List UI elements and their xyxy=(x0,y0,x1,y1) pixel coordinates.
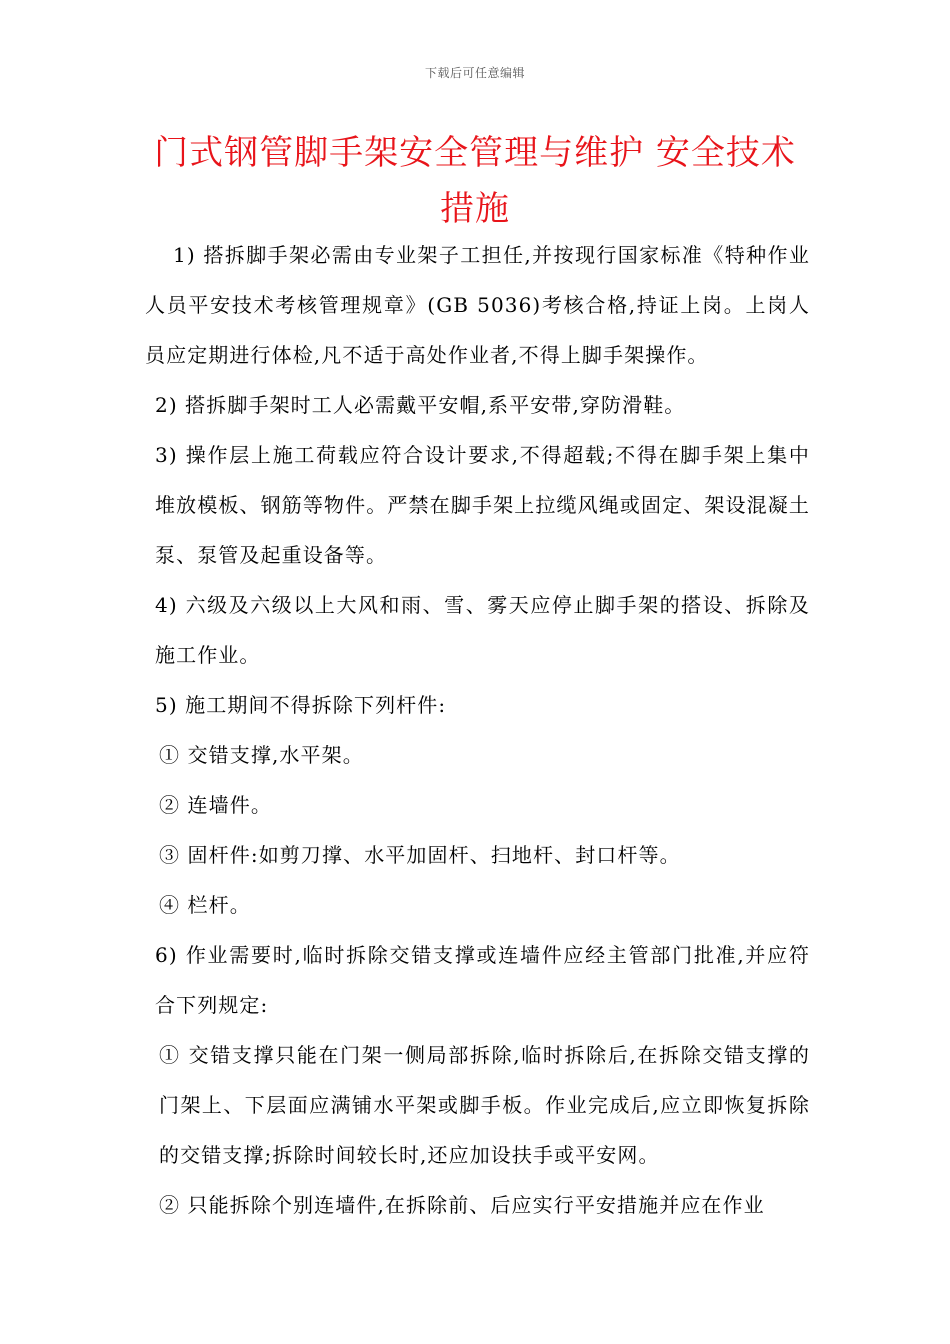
paragraph-1: 1) 搭拆脚手架必需由专业架子工担任,并按现行国家标准《特种作业人员平安技术考核管理规章》(GB 5036)考核合格,持证上岗。上岗人员应定期进行体检,凡不适于高处作业者,不得上脚手架操作。 xyxy=(145,243,810,367)
header-note: 下载后可任意编辑 xyxy=(424,66,525,80)
list-item: ② 连墙件。 xyxy=(159,793,272,817)
document-body xyxy=(145,230,810,1230)
paragraph-2: 2) 搭拆脚手架时工人必需戴平安帽,系平安带,穿防滑鞋。 xyxy=(155,393,686,417)
paragraph-4: 4) 六级及六级以上大风和雨、雪、雾天应停止脚手架的搭设、拆除及施工作业。 xyxy=(155,593,810,667)
list-item: ② 只能拆除个别连墙件,在拆除前、后应实行平安措施并应在作业 xyxy=(159,1193,765,1217)
document-title: 门式钢管脚手架安全管理与维护 安全技术措施 xyxy=(154,133,796,229)
list-item: ① 交错支撑只能在门架一侧局部拆除,临时拆除后,在拆除交错支撑的门架上、下层面应满铺水平架或脚手板。作业完成后,应立即恢复拆除的交错支撑;拆除时间较长时,还应加设扶手或平安网。 xyxy=(159,1043,810,1167)
paragraph-5: 5) 施工期间不得拆除下列杆件: xyxy=(155,693,447,717)
list-item: ③ 固杆件:如剪刀撑、水平加固杆、扫地杆、封口杆等。 xyxy=(159,843,681,867)
paragraph-3: 3) 操作层上施工荷载应符合设计要求,不得超载;不得在脚手架上集中堆放模板、钢筋等物件。严禁在脚手架上拉缆风绳或固定、架设混凝土泵、泵管及起重设备等。 xyxy=(155,443,810,567)
paragraph-6: 6) 作业需要时,临时拆除交错支撑或连墙件应经主管部门批准,并应符合下列规定: xyxy=(155,943,810,1017)
list-item: ① 交错支撑,水平架。 xyxy=(159,743,364,767)
list-item: ④ 栏杆。 xyxy=(159,893,251,917)
